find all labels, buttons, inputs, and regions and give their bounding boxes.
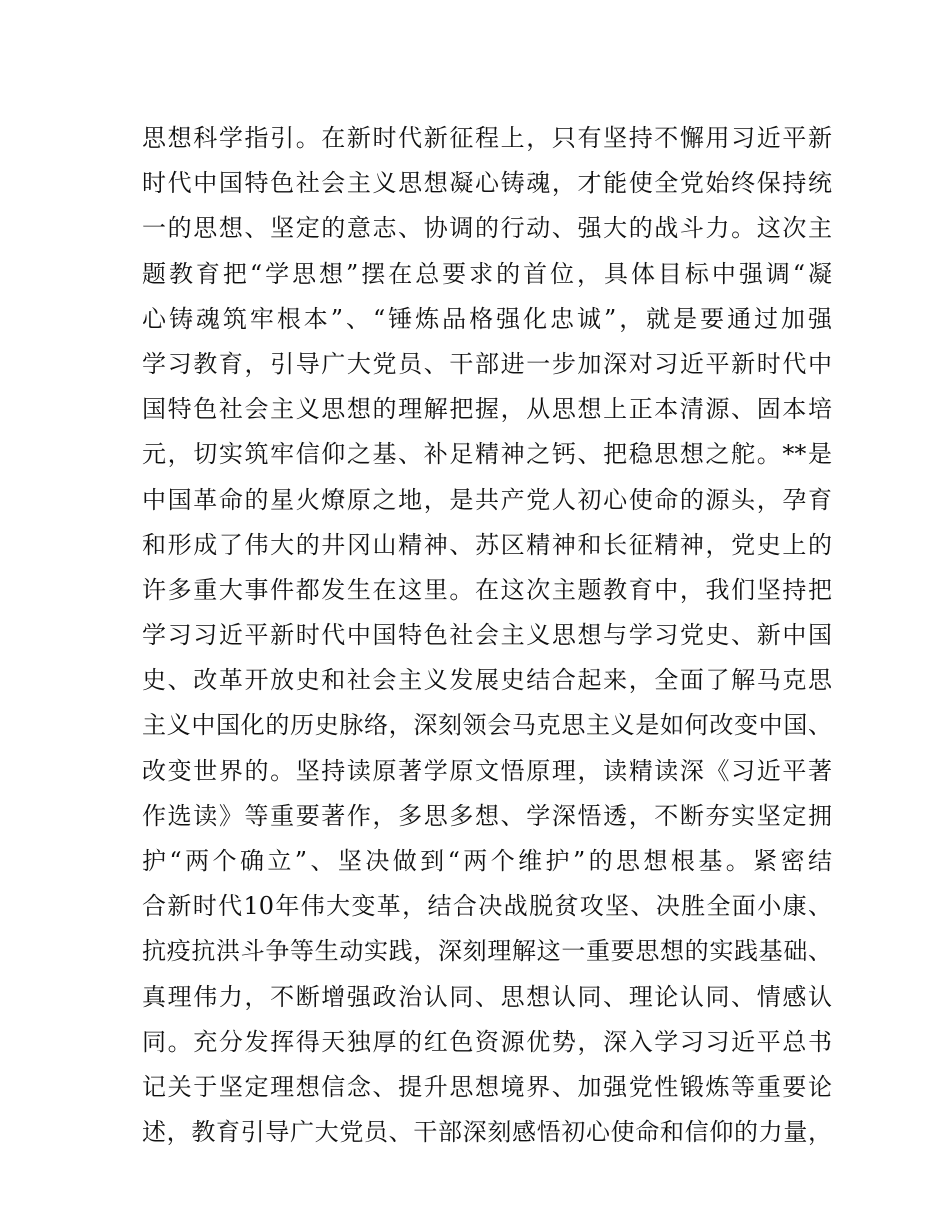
text-line: 记关于坚定理想信念、提升思想境界、加强党性锻炼等重要论 [142,1072,832,1101]
text-line: 和形成了伟大的井冈山精神、苏区精神和长征精神，党史上的 [142,530,832,559]
text-line: 许多重大事件都发生在这里。在这次主题教育中，我们坚持把 [142,575,832,604]
text-line: 合新时代10年伟大变革，结合决战脱贫攻坚、决胜全面小康、 [142,892,832,921]
text-line: 一的思想、坚定的意志、协调的行动、强大的战斗力。这次主 [142,214,832,243]
text-line: 述，教育引导广大党员、干部深刻感悟初心使命和信仰的力量， [142,1118,832,1147]
text-line: 心铸魂筑牢根本”、“锤炼品格强化忠诚”，就是要通过加强 [142,304,832,333]
text-line: 时代中国特色社会主义思想凝心铸魂，才能使全党始终保持统 [142,169,832,198]
body-text [142,116,832,1155]
text-line: 史、改革开放史和社会主义发展史结合起来，全面了解马克思 [142,666,832,695]
text-line: 改变世界的。坚持读原著学原文悟原理，读精读深《习近平著 [142,756,832,785]
text-line: 抗疫抗洪斗争等生动实践，深刻理解这一重要思想的实践基础、 [142,937,832,966]
text-line: 护“两个确立”、坚决做到“两个维护”的思想根基。紧密结 [142,847,832,875]
text-line: 学习习近平新时代中国特色社会主义思想与学习党史、新中国 [142,621,832,650]
text-line: 主义中国化的历史脉络，深刻领会马克思主义是如何改变中国、 [142,711,832,740]
text-line: 同。充分发挥得天独厚的红色资源优势，深入学习习近平总书 [142,1027,832,1056]
text-line: 题教育把“学思想”摆在总要求的首位，具体目标中强调“凝 [142,259,832,288]
text-line: 作选读》等重要著作，多思多想、学深悟透，不断夯实坚定拥 [142,801,832,830]
text-line: 元，切实筑牢信仰之基、补足精神之钙、把稳思想之舵。**是 [142,440,832,469]
text-line: 真理伟力，不断增强政治认同、思想认同、理论认同、情感认 [142,982,832,1011]
text-line: 思想科学指引。在新时代新征程上，只有坚持不懈用习近平新 [142,124,832,152]
text-line: 中国革命的星火燎原之地，是共产党人初心使命的源头，孕育 [142,485,832,514]
text-line: 国特色社会主义思想的理解把握，从思想上正本清源、固本培 [142,395,832,424]
text-line: 学习教育，引导广大党员、干部进一步加深对习近平新时代中 [142,349,832,378]
